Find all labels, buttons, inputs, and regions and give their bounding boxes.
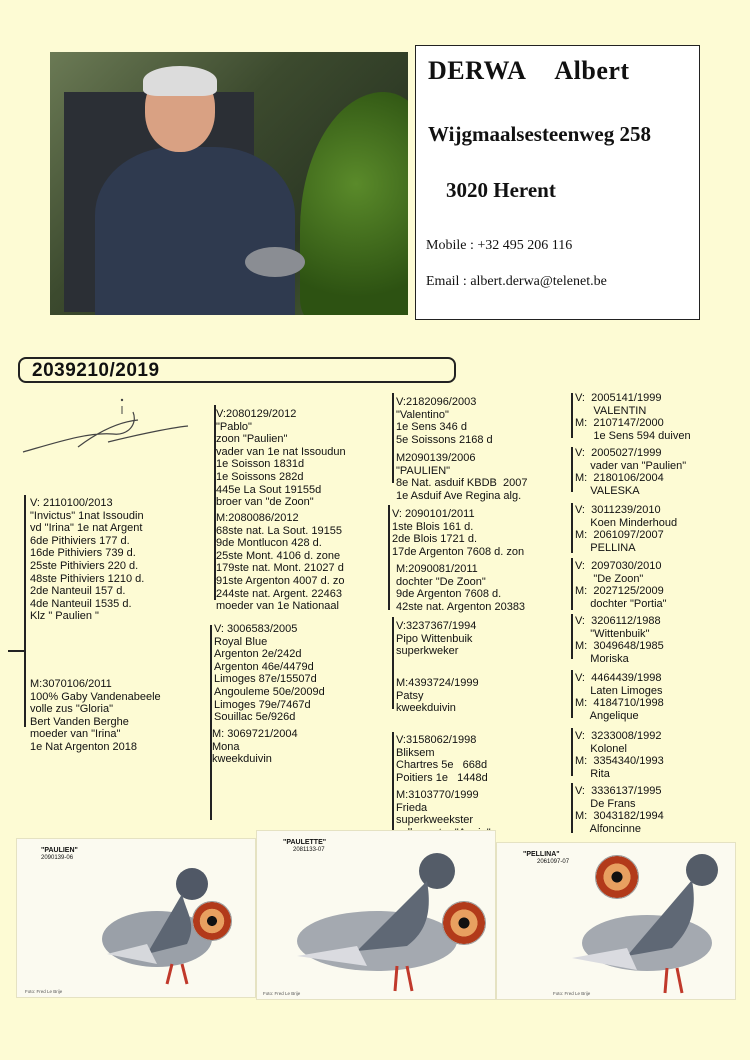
pedigree-line-text: Argenton 2e/242d — [214, 648, 302, 661]
pedigree-line-text: vader van "Paulien" — [575, 459, 687, 472]
pedigree-line-text: M: 2107147/2000 — [575, 417, 664, 430]
pedigree-line-text: volle zus "Gloria" — [30, 703, 114, 716]
pedigree-line-text: VALENTIN — [575, 404, 647, 417]
pedigree-line-text: Chartres 5e 668d — [396, 759, 488, 772]
gen3-block — [396, 620, 476, 658]
card-ring: 2081133-07 — [293, 847, 325, 853]
pedigree-line-gen4 — [571, 783, 573, 833]
pedigree-line-text: "Invictus" 1nat Issoudin — [30, 509, 144, 522]
pedigree-line-text: Klz " Paulien " — [30, 610, 99, 623]
mobile-number: Mobile : +32 495 206 116 — [426, 238, 573, 253]
pedigree-line-text: kweekduivin — [396, 702, 456, 715]
card-title: "PAULIEN" — [41, 847, 78, 854]
breeder-photo — [50, 52, 408, 315]
pedigree-line-text: zoon "Paulien" — [216, 433, 288, 446]
pedigree-line-text: superkweker — [396, 645, 459, 658]
pedigree-line-text: V:3237367/1994 — [396, 620, 477, 632]
pedigree-line-text: Koen Minderhoud — [575, 516, 678, 529]
breeder-name: DERWA Albert — [428, 56, 630, 85]
card-title: "PELLINA" — [523, 851, 560, 858]
pedigree-line-text: V: 3233008/1992 — [575, 730, 662, 742]
card-title: "PAULETTE" — [283, 839, 327, 846]
pigeon-card — [16, 838, 256, 998]
ring-number-box — [18, 357, 456, 383]
pedigree-line-text: Angouleme 50e/2009d — [214, 685, 325, 698]
pedigree-line-text: 68ste nat. La Sout. 19155 — [216, 524, 342, 537]
pedigree-line-text: "De Zoon" — [575, 572, 644, 585]
pedigree-line-gen4 — [571, 447, 573, 492]
pedigree-line-text: "Valentino" — [396, 408, 449, 421]
pedigree-line-text: broer van "de Zoon" — [216, 496, 314, 509]
pedigree-line-text: M: 3049648/1985 — [575, 640, 664, 653]
pedigree-line-gen4 — [571, 393, 573, 438]
pedigree-line-text: moeder van "Irina" — [30, 728, 121, 741]
pedigree-line-text: Souillac 5e/926d — [214, 711, 296, 724]
pedigree-line-text: Rita — [575, 767, 610, 780]
pedigree-line-text: VALESKA — [575, 484, 640, 497]
pedigree-line-text: Alfoncinne — [575, 822, 642, 835]
gen3-block — [396, 396, 493, 446]
pedigree-line-text: 6de Pithiviers 177 d. — [30, 534, 130, 547]
gen4-block — [575, 672, 664, 722]
pedigree-line-text: V: 2097030/2010 — [575, 560, 662, 572]
pedigree-line-text: 9de Argenton 7608 d. — [396, 588, 502, 601]
gen4-block — [575, 504, 677, 554]
pedigree-line-gen4 — [571, 728, 573, 776]
pigeon-image — [557, 848, 732, 998]
pedigree-line-text: vd "Irina" 1e nat Argent — [30, 522, 143, 535]
pedigree-line-text: 91ste Argenton 4007 d. zo — [216, 574, 345, 587]
street-address: Wijgmaalsesteenweg 258 — [428, 122, 651, 146]
pedigree-line-text: 2de Blois 1721 d. — [392, 533, 478, 546]
pedigree-line-text: Mona — [212, 740, 240, 753]
pedigree-line-text: Poitiers 1e 1448d — [396, 771, 488, 784]
pedigree-line-text: PELLINA — [575, 541, 636, 554]
pedigree-line-text: V: 3206112/1988 — [575, 615, 661, 627]
pedigree-line-text: V:2182096/2003 — [396, 396, 477, 408]
pedigree-line-text: Moriska — [575, 652, 629, 665]
pedigree-line-text: 1e Soisson 1831d — [216, 458, 305, 471]
pedigree-line-text: Patsy — [396, 689, 424, 702]
pedigree-line-gen3 — [392, 732, 394, 837]
email-address: Email : albert.derwa@telenet.be — [426, 274, 607, 289]
pedigree-line-text: Laten Limoges — [575, 684, 663, 697]
pigeon-card — [496, 842, 736, 1000]
gen4-block — [575, 730, 664, 780]
pedigree-line-gen2-dam — [210, 625, 212, 820]
photo-credit: Foto: Fred Le Brije — [263, 991, 301, 996]
pedigree-line-text: Frieda — [396, 801, 428, 814]
pedigree-line-text: 25ste Mont. 4106 d. zone — [216, 549, 341, 562]
pedigree-line-text: M: 2061097/2007 — [575, 529, 664, 542]
gen4-block — [575, 560, 667, 610]
pedigree-line-text: 4de Nanteuil 1535 d. — [30, 597, 132, 610]
photo-credit: Foto: Fred Le Brije — [553, 991, 591, 996]
pedigree-line-text: M:2090081/2011 — [396, 563, 478, 575]
pedigree-line-text: 17de Argenton 7608 d. zon — [392, 545, 525, 558]
pedigree-line-text: V: 3011239/2010 — [575, 504, 661, 516]
pedigree-line-text: De Frans — [575, 797, 636, 810]
pedigree-line-text: V:2080129/2012 — [216, 408, 297, 420]
pedigree-line-text: V: 2090101/2011 — [392, 508, 475, 520]
gen2-block — [216, 408, 346, 509]
pedigree-line-text: V:3158062/1998 — [396, 734, 477, 746]
pigeon-card — [256, 830, 496, 1000]
pedigree-line-text: V: 4464439/1998 — [575, 672, 662, 684]
pedigree-line-text: V: 3336137/1995 — [575, 785, 662, 797]
gen4-block — [575, 447, 686, 497]
pedigree-line-text: M:2080086/2012 — [216, 512, 299, 524]
pedigree-line-text: M: 3069721/2004 — [212, 728, 298, 740]
pedigree-line-text: 2de Nanteuil 157 d. — [30, 585, 126, 598]
pedigree-line-text: 244ste nat. Argent. 22463 — [216, 587, 342, 600]
pedigree-line-text: V: 2110100/2013 — [30, 497, 113, 509]
pedigree-line-text: M2090139/2006 — [396, 452, 476, 464]
gen3-block — [396, 452, 527, 502]
pedigree-line-text: 5e Soissons 2168 d — [396, 433, 493, 446]
contact-box — [415, 45, 700, 320]
pedigree-line-text: 445e La Sout 19155d — [216, 483, 322, 496]
pedigree-line-text: 16de Pithiviers 739 d. — [30, 547, 136, 560]
pedigree-line-text: Kolonel — [575, 742, 627, 755]
pedigree-line-text: moeder van 1e Nationaal — [216, 600, 339, 613]
pedigree-line-text: "Wittenbuik" — [575, 627, 650, 640]
pedigree-line-text: M:3070106/2011 — [30, 678, 112, 690]
card-ring: 2090139-06 — [41, 855, 74, 861]
pedigree-line-text: 1ste Blois 161 d. — [392, 520, 474, 533]
pedigree-line-text: dochter "De Zoon" — [396, 575, 486, 588]
pedigree-line-text: Angelique — [575, 709, 639, 722]
pedigree-line-text: V: 2005141/1999 — [575, 392, 662, 404]
pedigree-line-gen4 — [571, 614, 573, 659]
ring-number: 2039210/2019 — [32, 360, 160, 381]
pedigree-line-gen4 — [571, 503, 573, 553]
gen3-block — [396, 734, 488, 784]
pedigree-line-text: Pipo Wittenbuik — [396, 632, 473, 645]
pedigree-line-text: M:4393724/1999 — [396, 677, 479, 689]
pedigree-line-text: V: 3006583/2005 — [214, 623, 298, 635]
pedigree-line-text: M: 3354340/1993 — [575, 755, 664, 768]
gen4-block — [575, 785, 664, 835]
pedigree-line-text: M:3103770/1999 — [396, 789, 479, 801]
pedigree-line-gen3 — [392, 393, 394, 483]
pigeon-eye-image — [192, 901, 232, 941]
pedigree-connector — [8, 650, 26, 652]
pedigree-line-text: superkweekster — [396, 814, 474, 827]
pedigree-line-text: 9de Montlucon 428 d. — [216, 537, 322, 550]
pedigree-line-text: "Pablo" — [216, 420, 252, 433]
pedigree-line-gen4 — [571, 558, 573, 610]
pedigree-line-text: 1e Sens 594 duiven — [575, 429, 691, 442]
pedigree-line-text: 1e Soissons 282d — [216, 470, 304, 483]
pedigree-line-text: kweekduivin — [212, 753, 272, 766]
pedigree-line-text: Limoges 79e/7467d — [214, 698, 311, 711]
pedigree-line-text: Royal Blue — [214, 635, 268, 648]
photo-credit: Foto: Fred Le Brije — [25, 989, 63, 994]
pedigree-line-text: 1e Asduif Ave Regina alg. — [396, 489, 522, 502]
pedigree-line-text: M: 3043182/1994 — [575, 810, 664, 823]
gen3-block — [396, 563, 525, 613]
gen2-block — [216, 512, 344, 613]
sire-block — [30, 497, 144, 623]
pedigree-line-text: 48ste Pithiviers 1210 d. — [30, 572, 145, 585]
pedigree-line-text: M: 2027125/2009 — [575, 585, 664, 598]
pedigree-line-text: 179ste nat. Mont. 21027 d — [216, 562, 344, 575]
pedigree-line-text: 25ste Pithiviers 220 d. — [30, 559, 139, 572]
gen3-block — [396, 677, 479, 715]
gen4-block — [575, 615, 664, 665]
dam-block — [30, 678, 161, 754]
pedigree-line-text: 42ste nat. Argenton 20383 — [396, 600, 526, 613]
gen3-block — [392, 508, 524, 558]
gen2-block — [212, 728, 298, 766]
gen2-block — [214, 623, 325, 724]
pedigree-line-text: Bert Vanden Berghe — [30, 715, 129, 728]
pigeon-eye-image — [442, 901, 486, 945]
pedigree-line-text: M: 2180106/2004 — [575, 472, 664, 485]
pedigree-line-gen3 — [388, 505, 390, 610]
pedigree-line-text: V: 2005027/1999 — [575, 447, 662, 459]
pedigree-line-text: dochter "Portia" — [575, 597, 667, 610]
signature — [18, 392, 198, 472]
pedigree-line-text: Bliksem — [396, 746, 435, 759]
pedigree-line-text: 1e Sens 346 d — [396, 421, 467, 434]
pedigree-line-text: Argenton 46e/4479d — [214, 660, 314, 673]
card-ring: 2061097-07 — [537, 859, 570, 865]
pedigree-line-text: 8e Nat. asduif KBDB 2007 — [396, 477, 528, 490]
pedigree-line-text: M: 4184710/1998 — [575, 697, 664, 710]
pedigree-line-gen1 — [24, 495, 26, 727]
pedigree-line-gen4 — [571, 670, 573, 718]
gen4-block — [575, 392, 691, 442]
pedigree-line-text: Limoges 87e/15507d — [214, 673, 317, 686]
pedigree-line-text: "PAULIEN" — [396, 464, 451, 477]
pedigree-line-text: 100% Gaby Vandenabeele — [30, 690, 161, 703]
pedigree-line-text: 1e Nat Argenton 2018 — [30, 740, 138, 753]
pedigree-line-gen3 — [392, 617, 394, 709]
pedigree-line-text: vader van 1e nat Issoudun — [216, 445, 346, 458]
city-address: 3020 Herent — [446, 178, 556, 202]
